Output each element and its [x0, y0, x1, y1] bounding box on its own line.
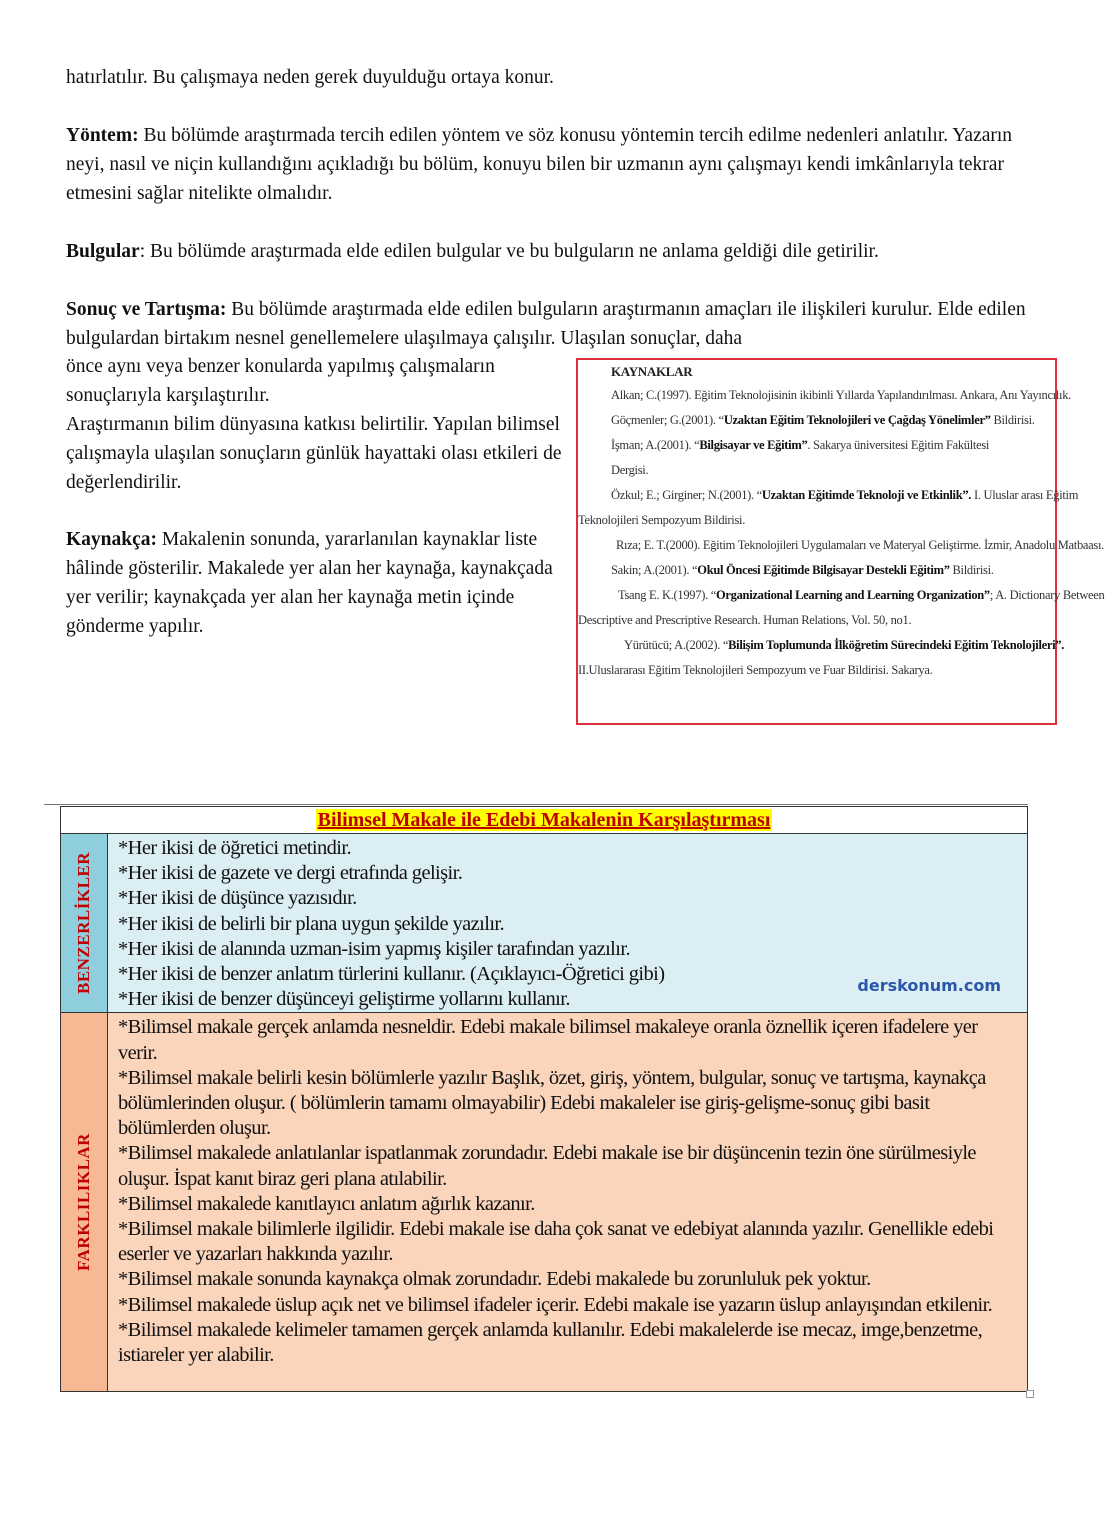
differences-cell: [108, 1013, 1028, 1392]
reference-pre: Alkan; C.(1997). Eğitim Teknolojisinin ikibinli Yıllarda Yapılandırılması. Ankara, Anı Yayıncılık.: [611, 388, 1071, 402]
method-paragraph: [66, 121, 1026, 208]
reference-post: Bildirisi.: [990, 413, 1035, 427]
similarity-item: *Her ikisi de düşünce yazısıdır.: [118, 887, 357, 910]
conclusion-label: Sonuç ve Tartışma:: [66, 299, 227, 320]
reference-pre: II.Uluslararası Eğitim Teknolojileri Sempozyum ve Fuar Bildirisi. Sakarya.: [578, 663, 933, 677]
reference-pre: Özkul; E.; Girginer; N.(2001). “: [611, 488, 762, 502]
similarities-label-cell: [61, 834, 108, 1013]
difference-item: *Bilimsel makalede kanıtlayıcı anlatım ağırlık kazanır.: [118, 1192, 535, 1215]
difference-item: *Bilimsel makale gerçek anlamda nesneldir. Edebi makale bilimsel makaleye oranla öznellik içeren ifadelere yer verir.: [118, 1016, 978, 1064]
reference-pre: Descriptive and Prescriptive Research. Human Relations, Vol. 50, no1.: [578, 613, 912, 627]
difference-item: *Bilimsel makalede anlatılanlar ispatlanmak zorundadır. Edebi makale ise bir düşüncenin tezin öne sürülmesiyle oluşur. İspat kanıt biraz geri plana atılabilir.: [118, 1142, 976, 1190]
similarities-cell: [108, 834, 1028, 1013]
references-paragraph: [66, 525, 566, 641]
watermark: derskonum.com: [857, 976, 1001, 996]
conclusion-cont2: Araştırmanın bilim dünyasına katkısı belirtilir. Yapılan bilimsel çalışmayla ulaşılan sonuçların günlük hayattaki olası etkileri de değerlendirilir.: [66, 414, 562, 493]
difference-item: *Bilimsel makale belirli kesin bölümlerle yazılır Başlık, özet, giriş, yöntem, bulgular, sonuç ve tartışma, kaynakça bölümlerinden oluşur. ( bölümlerin tamamı olmayabilir) Edebi makaleler ise giriş-gelişme-sonuç gibi basit bölümlerden oluşur.: [118, 1066, 986, 1140]
difference-item: *Bilimsel makale bilimlerle ilgilidir. Edebi makale ise daha çok sanat ve edebiyat alanında yazılır. Genellikle edebi eserler ve yazarları hakkında yazılır.: [118, 1218, 994, 1266]
reference-pre: Yürütücü; A.(2002). “: [624, 638, 729, 652]
reference-item: [578, 483, 1089, 508]
reference-post: Bildirisi.: [949, 563, 994, 577]
comparison-table: [60, 806, 1028, 1392]
differences-label-cell: [61, 1013, 108, 1392]
findings-paragraph: [66, 237, 1026, 266]
references-title: KAYNAKLAR: [611, 364, 693, 379]
references-image-box: [576, 358, 1105, 725]
reference-item: [578, 458, 1089, 483]
difference-item: *Bilimsel makalede kelimeler tamamen gerçek anlamda kullanılır. Edebi makalelerde ise mecaz, imge,benzetme, istiareler yer alabilir.: [118, 1318, 983, 1367]
method-label: Yöntem:: [66, 125, 139, 146]
difference-item: *Bilimsel makalede üslup açık net ve bilimsel ifadeler içerir. Edebi makale ise yazarın üslup anlayışından etkilenir.: [118, 1293, 993, 1316]
reference-pre: Tsang E. K.(1997). “: [618, 588, 716, 602]
similarity-item: *Her ikisi de gazete ve dergi etrafında gelişir.: [118, 862, 463, 885]
method-text: Bu bölümde araştırmada tercih edilen yöntem ve söz konusu yöntemin tercih edilme nedenleri anlatılır. Yazarın neyi, nasıl ve niçin kullandığını açıkladığı bu bölüm, konuyu bilen bir uzmanın aynı çalışmayı kendi imkânlarıyla tekrar etmesini sağlar nitelikte olmalıdır.: [66, 125, 1013, 204]
similarity-item: *Her ikisi de alanında uzman-isim yapmış kişiler tarafından yazılır.: [118, 937, 630, 960]
reference-pre: Dergisi.: [611, 463, 649, 477]
reference-pre: Sakin; A.(2001). “: [611, 563, 698, 577]
reference-item: [578, 558, 1089, 583]
reference-post: ; A. Dictionary Between: [989, 588, 1105, 602]
conclusion-continued: [66, 352, 566, 497]
reference-item: [578, 508, 1056, 533]
reference-item: [578, 433, 1089, 458]
references-text: Makalenin sonunda, yararlanılan kaynaklar liste hâlinde gösterilir. Makalede yer alan her kaynağa, kaynakçada yer verilir; kaynakçada yer alan her kaynağa metin içinde gönderme yapılır.: [66, 529, 553, 637]
conclusion-text: Bu bölümde araştırmada elde edilen bulguların araştırmanın amaçları ile ilişkileri kurulur. Elde edilen bulgulardan birtakım nesnel genellemelere ulaşılmaya çalışılır. Ulaşılan sonuçlar, daha: [66, 299, 1026, 349]
reference-item: [578, 408, 1089, 433]
reference-item: [578, 533, 1104, 558]
difference-item: *Bilimsel makale sonunda kaynakça olmak zorundadır. Edebi makalede bu zorunluluk pek yoktur.: [118, 1268, 871, 1291]
reference-post: . Sakarya üniversitesi Eğitim Fakültesi: [807, 438, 990, 452]
reference-pre: Rıza; E. T.(2000). Eğitim Teknolojileri Uygulamaları ve Materyal Geliştirme. İzmir, Anadolu Matbaası.: [616, 538, 1104, 552]
reference-bold: Uzaktan Eğitimde Teknoloji ve Etkinlik”.: [761, 488, 972, 502]
reference-bold: Bilgisayar ve Eğitim”: [699, 438, 808, 452]
table-title-cell: [61, 807, 1028, 834]
reference-bold: Organizational Learning and Learning Organization”: [715, 588, 990, 602]
reference-bold: Okul Öncesi Eğitimde Bilgisayar Destekli Eğitim”: [697, 563, 950, 577]
reference-pre: İşman; A.(2001). “: [611, 438, 700, 452]
similarities-label: BENZERLİKLER: [74, 852, 93, 995]
conclusion-cont: önce aynı veya benzer konularda yapılmış çalışmaların sonuçlarıyla karşılaştırılır.: [66, 356, 495, 406]
reference-pre: Teknolojileri Sempozyum Bildirisi.: [578, 513, 746, 527]
findings-label: Bulgular: [66, 241, 140, 262]
findings-text: : Bu bölümde araştırmada elde edilen bulgular ve bu bulguların ne anlama geldiği dile getirilir.: [139, 241, 879, 262]
reference-item: [578, 383, 1089, 408]
similarity-item: *Her ikisi de belirli bir plana uygun şekilde yazılır.: [118, 912, 505, 935]
similarity-item: *Her ikisi de benzer anlatım türlerini kullanır. (Açıklayıcı-Öğretici gibi): [118, 963, 665, 986]
reference-bold: Bilişim Toplumunda İlköğretim Sürecindeki Eğitim Teknolojileri”.: [728, 638, 1065, 652]
reference-item: [578, 608, 1056, 633]
reference-pre: Göçmenler; G.(2001). “: [611, 413, 724, 427]
divider: [44, 804, 1028, 805]
references-label: Kaynakça:: [66, 529, 158, 550]
reference-item: [578, 658, 1056, 683]
table-title: Bilimsel Makale ile Edebi Makalenin Karşılaştırması: [317, 809, 771, 831]
conclusion-paragraph: [66, 295, 1026, 353]
reference-item: [578, 583, 1105, 608]
differences-label: FARKLILIKLAR: [74, 1133, 93, 1272]
table-resize-handle[interactable]: [1026, 1390, 1034, 1398]
similarity-item: *Her ikisi de benzer düşünceyi geliştirme yollarını kullanır.: [118, 988, 570, 1011]
reference-bold: Uzaktan Eğitim Teknolojileri ve Çağdaş Yönelimler”: [723, 413, 991, 427]
intro-paragraph: hatırlatılır. Bu çalışmaya neden gerek duyulduğu ortaya konur.: [66, 67, 554, 88]
reference-post: I. Uluslar arası Eğitim: [971, 488, 1079, 502]
reference-item: [578, 633, 1102, 658]
similarity-item: *Her ikisi de öğretici metindir.: [118, 837, 352, 859]
